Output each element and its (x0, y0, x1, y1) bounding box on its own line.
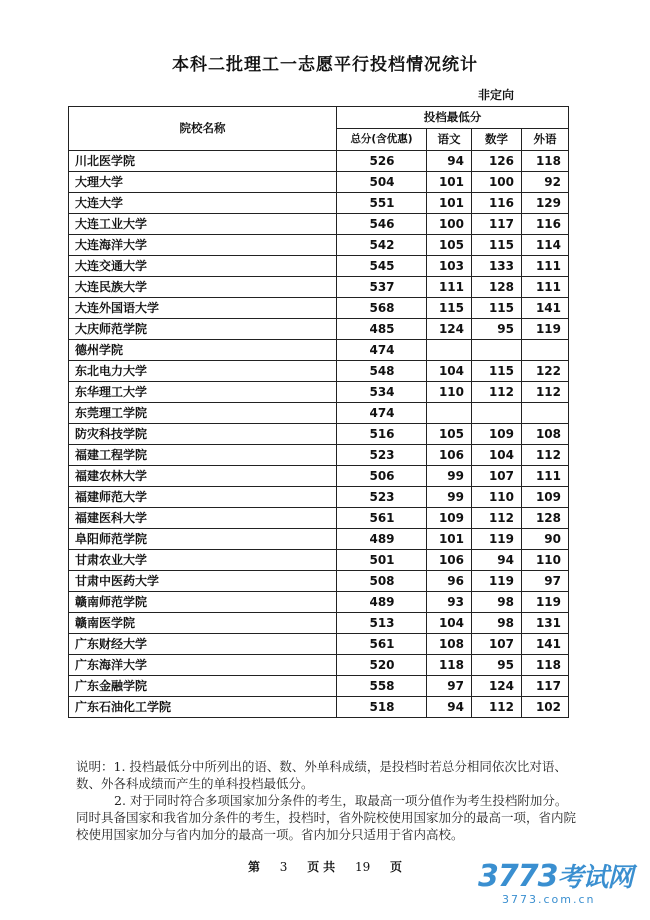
math-score-cell: 112 (472, 508, 522, 529)
table-row (69, 172, 569, 193)
foreign-score-cell: 114 (522, 235, 569, 256)
total-score-cell: 504 (337, 172, 427, 193)
table-row (69, 256, 569, 277)
table-row (69, 487, 569, 508)
total-score-cell: 523 (337, 445, 427, 466)
total-score-cell: 545 (337, 256, 427, 277)
math-score-cell: 104 (472, 445, 522, 466)
foreign-score-cell: 118 (522, 655, 569, 676)
school-name-cell: 广东海洋大学 (69, 655, 337, 676)
note-2: 2. 对于同时符合多项国家加分条件的考生，取最高一项分值作为考生投档附加分。同时具备国家和我省加分条件的考生，投档时，省外院校使用国家加分的最高一项，省内院校使用国家加分与省内加分的最高一项。省内加分只适用于省内高校。 (76, 793, 577, 842)
chinese-score-cell: 111 (427, 277, 472, 298)
total-score-cell: 534 (337, 382, 427, 403)
document-title: 本科二批理工一志愿平行投档情况统计 (172, 55, 478, 75)
header-foreign: 外语 (522, 129, 569, 151)
math-score-cell: 128 (472, 277, 522, 298)
chinese-score-cell: 124 (427, 319, 472, 340)
math-score-cell: 107 (472, 634, 522, 655)
foreign-score-cell: 117 (522, 676, 569, 697)
table-row (69, 298, 569, 319)
total-score-cell: 474 (337, 340, 427, 361)
table-row (69, 676, 569, 697)
foreign-score-cell: 111 (522, 466, 569, 487)
math-score-cell: 119 (472, 529, 522, 550)
school-name-cell: 东北电力大学 (69, 361, 337, 382)
table-row (69, 382, 569, 403)
school-name-cell: 赣南师范学院 (69, 592, 337, 613)
chinese-score-cell: 106 (427, 445, 472, 466)
total-score-cell: 516 (337, 424, 427, 445)
table-row (69, 193, 569, 214)
chinese-score-cell: 110 (427, 382, 472, 403)
math-score-cell (472, 403, 522, 424)
school-name-cell: 川北医学院 (69, 151, 337, 172)
table-body (69, 151, 569, 718)
table-row (69, 403, 569, 424)
table-row (69, 697, 569, 718)
foreign-score-cell: 141 (522, 634, 569, 655)
math-score-cell: 119 (472, 571, 522, 592)
school-name-cell: 大连外国语大学 (69, 298, 337, 319)
table-row (69, 571, 569, 592)
total-score-cell: 474 (337, 403, 427, 424)
total-score-cell: 542 (337, 235, 427, 256)
total-score-cell: 506 (337, 466, 427, 487)
school-name-cell: 甘肃农业大学 (69, 550, 337, 571)
site-watermark-logo (478, 859, 638, 914)
foreign-score-cell: 90 (522, 529, 569, 550)
chinese-score-cell: 108 (427, 634, 472, 655)
school-name-cell: 阜阳师范学院 (69, 529, 337, 550)
foreign-score-cell: 129 (522, 193, 569, 214)
watermark-logo-cn: 考试网 (557, 863, 633, 893)
table-row (69, 655, 569, 676)
note-1: 说明：1. 投档最低分中所列出的语、数、外单科成绩，是投档时若总分相同依次比对语、数、外各科成绩而产生的单科投档最低分。 (76, 759, 567, 791)
header-math: 数学 (472, 129, 522, 151)
chinese-score-cell: 103 (427, 256, 472, 277)
foreign-score-cell: 102 (522, 697, 569, 718)
total-score-cell: 561 (337, 634, 427, 655)
chinese-score-cell: 97 (427, 676, 472, 697)
table-header (69, 107, 569, 151)
table-row (69, 613, 569, 634)
math-score-cell: 110 (472, 487, 522, 508)
math-score-cell: 115 (472, 361, 522, 382)
chinese-score-cell: 104 (427, 613, 472, 634)
math-score-cell (472, 340, 522, 361)
school-name-cell: 大连交通大学 (69, 256, 337, 277)
math-score-cell: 112 (472, 382, 522, 403)
total-score-cell: 520 (337, 655, 427, 676)
foreign-score-cell: 119 (522, 319, 569, 340)
school-name-cell: 广东金融学院 (69, 676, 337, 697)
math-score-cell: 126 (472, 151, 522, 172)
total-score-cell: 548 (337, 361, 427, 382)
foreign-score-cell: 141 (522, 298, 569, 319)
total-score-cell: 537 (337, 277, 427, 298)
footer-total-unit: 页 (390, 860, 403, 874)
table-row (69, 214, 569, 235)
table-row (69, 340, 569, 361)
table-row (69, 508, 569, 529)
foreign-score-cell: 118 (522, 151, 569, 172)
foreign-score-cell: 111 (522, 277, 569, 298)
foreign-score-cell: 112 (522, 445, 569, 466)
school-name-cell: 东莞理工学院 (69, 403, 337, 424)
math-score-cell: 133 (472, 256, 522, 277)
math-score-cell: 100 (472, 172, 522, 193)
footer-total-pages: 19 (354, 860, 371, 874)
chinese-score-cell (427, 340, 472, 361)
total-score-cell: 558 (337, 676, 427, 697)
watermark-logo-number: 3773 (478, 859, 558, 894)
foreign-score-cell: 122 (522, 361, 569, 382)
header-total: 总分(含优惠) (337, 129, 427, 151)
total-score-cell: 551 (337, 193, 427, 214)
total-score-cell: 518 (337, 697, 427, 718)
school-name-cell: 赣南医学院 (69, 613, 337, 634)
chinese-score-cell: 115 (427, 298, 472, 319)
school-name-cell: 广东财经大学 (69, 634, 337, 655)
foreign-score-cell: 108 (522, 424, 569, 445)
header-school-name: 院校名称 (69, 107, 337, 151)
foreign-score-cell: 128 (522, 508, 569, 529)
total-score-cell: 568 (337, 298, 427, 319)
school-name-cell: 福建师范大学 (69, 487, 337, 508)
foreign-score-cell (522, 340, 569, 361)
chinese-score-cell: 94 (427, 151, 472, 172)
foreign-score-cell: 116 (522, 214, 569, 235)
math-score-cell: 116 (472, 193, 522, 214)
notes-section (76, 758, 576, 843)
footer-total-label: 共 (323, 860, 336, 874)
table-row (69, 466, 569, 487)
school-name-cell: 防灾科技学院 (69, 424, 337, 445)
chinese-score-cell: 94 (427, 697, 472, 718)
table-row (69, 151, 569, 172)
header-min-score-group: 投档最低分 (337, 107, 569, 129)
subtitle-non-directed: 非定向 (478, 88, 515, 102)
chinese-score-cell: 105 (427, 424, 472, 445)
math-score-cell: 95 (472, 319, 522, 340)
math-score-cell: 95 (472, 655, 522, 676)
school-name-cell: 大连海洋大学 (69, 235, 337, 256)
total-score-cell: 561 (337, 508, 427, 529)
total-score-cell: 489 (337, 592, 427, 613)
math-score-cell: 94 (472, 550, 522, 571)
total-score-cell: 526 (337, 151, 427, 172)
math-score-cell: 112 (472, 697, 522, 718)
chinese-score-cell: 101 (427, 529, 472, 550)
total-score-cell: 523 (337, 487, 427, 508)
school-name-cell: 东华理工大学 (69, 382, 337, 403)
table-row (69, 424, 569, 445)
school-name-cell: 福建医科大学 (69, 508, 337, 529)
chinese-score-cell: 105 (427, 235, 472, 256)
school-name-cell: 甘肃中医药大学 (69, 571, 337, 592)
math-score-cell: 115 (472, 298, 522, 319)
math-score-cell: 98 (472, 592, 522, 613)
chinese-score-cell: 93 (427, 592, 472, 613)
total-score-cell: 501 (337, 550, 427, 571)
foreign-score-cell (522, 403, 569, 424)
chinese-score-cell: 106 (427, 550, 472, 571)
chinese-score-cell: 96 (427, 571, 472, 592)
watermark-logo-text (478, 859, 638, 894)
school-name-cell: 大庆师范学院 (69, 319, 337, 340)
footer-page-unit: 页 (307, 860, 320, 874)
chinese-score-cell (427, 403, 472, 424)
foreign-score-cell: 131 (522, 613, 569, 634)
chinese-score-cell: 109 (427, 508, 472, 529)
table-row (69, 529, 569, 550)
foreign-score-cell: 109 (522, 487, 569, 508)
chinese-score-cell: 101 (427, 172, 472, 193)
total-score-cell: 513 (337, 613, 427, 634)
foreign-score-cell: 110 (522, 550, 569, 571)
total-score-cell: 508 (337, 571, 427, 592)
school-name-cell: 福建工程学院 (69, 445, 337, 466)
foreign-score-cell: 111 (522, 256, 569, 277)
foreign-score-cell: 92 (522, 172, 569, 193)
math-score-cell: 107 (472, 466, 522, 487)
school-name-cell: 大连大学 (69, 193, 337, 214)
math-score-cell: 109 (472, 424, 522, 445)
table-row (69, 277, 569, 298)
footer-page-number: 3 (279, 860, 288, 874)
chinese-score-cell: 100 (427, 214, 472, 235)
foreign-score-cell: 112 (522, 382, 569, 403)
table-row (69, 592, 569, 613)
chinese-score-cell: 99 (427, 466, 472, 487)
watermark-url: 3773.com.cn (502, 893, 596, 906)
school-name-cell: 福建农林大学 (69, 466, 337, 487)
math-score-cell: 124 (472, 676, 522, 697)
school-name-cell: 大连民族大学 (69, 277, 337, 298)
math-score-cell: 115 (472, 235, 522, 256)
foreign-score-cell: 119 (522, 592, 569, 613)
total-score-cell: 546 (337, 214, 427, 235)
table-row (69, 319, 569, 340)
school-name-cell: 大连工业大学 (69, 214, 337, 235)
chinese-score-cell: 118 (427, 655, 472, 676)
math-score-cell: 98 (472, 613, 522, 634)
admission-score-table (68, 106, 569, 718)
total-score-cell: 485 (337, 319, 427, 340)
school-name-cell: 德州学院 (69, 340, 337, 361)
table-row (69, 550, 569, 571)
table-row (69, 235, 569, 256)
school-name-cell: 广东石油化工学院 (69, 697, 337, 718)
chinese-score-cell: 104 (427, 361, 472, 382)
footer-page-label: 第 (247, 860, 260, 874)
total-score-cell: 489 (337, 529, 427, 550)
header-chinese: 语文 (427, 129, 472, 151)
table-row (69, 634, 569, 655)
math-score-cell: 117 (472, 214, 522, 235)
chinese-score-cell: 99 (427, 487, 472, 508)
school-name-cell: 大理大学 (69, 172, 337, 193)
table-row (69, 361, 569, 382)
chinese-score-cell: 101 (427, 193, 472, 214)
table-row (69, 445, 569, 466)
foreign-score-cell: 97 (522, 571, 569, 592)
